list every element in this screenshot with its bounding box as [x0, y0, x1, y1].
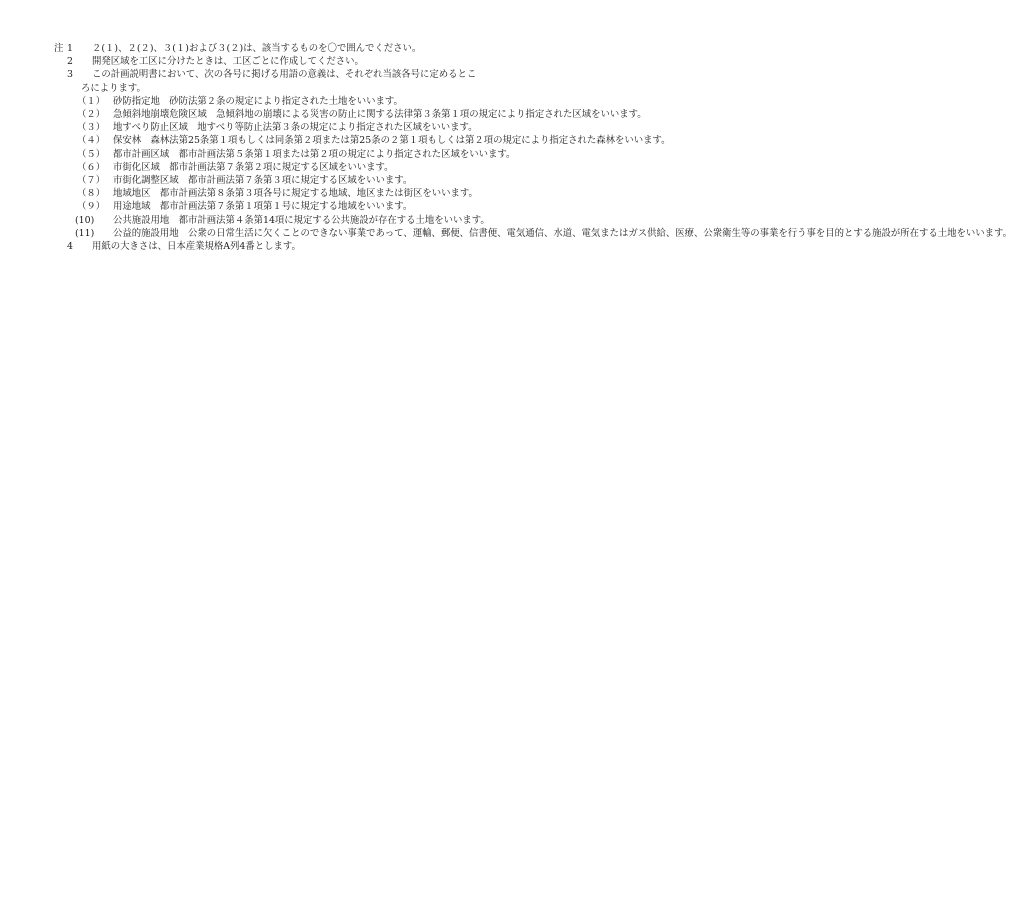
definition-number: （４）: [77, 135, 106, 147]
definition-item: [0, 134, 671, 147]
definition-text: 市街化区域 都市計画法第７条第２項に規定する区域をいいます。: [113, 161, 394, 173]
note-item-2: [0, 55, 630, 68]
note-item-3-continuation: [0, 82, 630, 95]
definition-text: 市街化調整区域 都市計画法第７条第３項に規定する区域をいいます。: [113, 175, 413, 187]
note-number: 1: [67, 43, 73, 54]
definition-number: (10): [75, 214, 95, 226]
definition-number: （８）: [77, 188, 106, 200]
definition-item: [0, 121, 630, 134]
definition-number: （１）: [77, 95, 106, 107]
definition-item: [0, 161, 630, 174]
note-text-continuation: ろによります。: [81, 82, 146, 94]
note-number: 2: [67, 56, 73, 68]
definition-item: [0, 227, 1012, 240]
definition-number: (11): [75, 227, 95, 239]
definition-number: （９）: [77, 201, 106, 213]
note-item-3: [0, 68, 630, 81]
note-number: 3: [67, 69, 73, 81]
definition-text: 都市計画区域 都市計画法第５条第１項または第２項の規定により指定された区域をいいます。: [113, 148, 516, 160]
notes-section: [0, 42, 1012, 253]
definition-number: （７）: [77, 175, 106, 187]
definition-item: [0, 108, 647, 121]
definition-text: 公共施設用地 都市計画法第４条第14項に規定する公共施設が存在する土地をいいます。: [113, 214, 490, 226]
definition-text: 用途地域 都市計画法第７条第１項第１号に規定する地域をいいます。: [113, 201, 413, 213]
definition-item: [0, 174, 630, 187]
definition-number: （２）: [77, 109, 106, 121]
definition-number: （５）: [77, 148, 106, 160]
note-prefix: 注: [54, 43, 64, 54]
note-number: 4: [67, 241, 73, 253]
definition-text: 地域地区 都市計画法第８条第３項各号に規定する地域、地区または街区をいいます。: [113, 188, 478, 200]
note-text: 開発区域を工区に分けたときは、工区ごとに作成してください。: [92, 56, 364, 68]
note-text: ２(１)、２(２)、３(１)および３(２)は、該当するものを〇で囲んでください。: [92, 43, 422, 54]
definition-item: [0, 95, 630, 108]
note-item-1: [0, 42, 630, 55]
note-text: この計画説明書において、次の各号に掲げる用語の意義は、それぞれ当該各号に定めるとこ: [92, 69, 477, 81]
definition-item: [0, 187, 630, 200]
note-item-4: [0, 240, 630, 253]
note-text: 用紙の大きさは、日本産業規格A列4番とします。: [92, 241, 301, 253]
definition-text: 急傾斜地崩壊危険区域 急傾斜地の崩壊による災害の防止に関する法律第３条第１項の規定により指定された区域をいいます。: [113, 109, 647, 121]
definition-text: 公益的施設用地 公衆の日常生活に欠くことのできない事業であって、運輸、郵便、信書便、電気通信、水道、電気またはガス供給、医療、公衆衛生等の事業を行う事を目的とする施設が所在する土地をいいます。: [113, 227, 1012, 239]
definition-number: （６）: [77, 161, 106, 173]
definition-text: 保安林 森林法第25条第１項もしくは同条第２項または第25条の２第１項もしくは第２項の規定により指定された森林をいいます。: [113, 135, 671, 147]
definition-text: 砂防指定地 砂防法第２条の規定により指定された土地をいいます。: [113, 95, 403, 107]
definition-item: [0, 214, 630, 227]
definition-item: [0, 200, 630, 213]
definition-text: 地すべり防止区域 地すべり等防止法第３条の規定により指定された区域をいいます。: [113, 122, 478, 134]
definition-item: [0, 148, 630, 161]
definition-number: （３）: [77, 122, 106, 134]
